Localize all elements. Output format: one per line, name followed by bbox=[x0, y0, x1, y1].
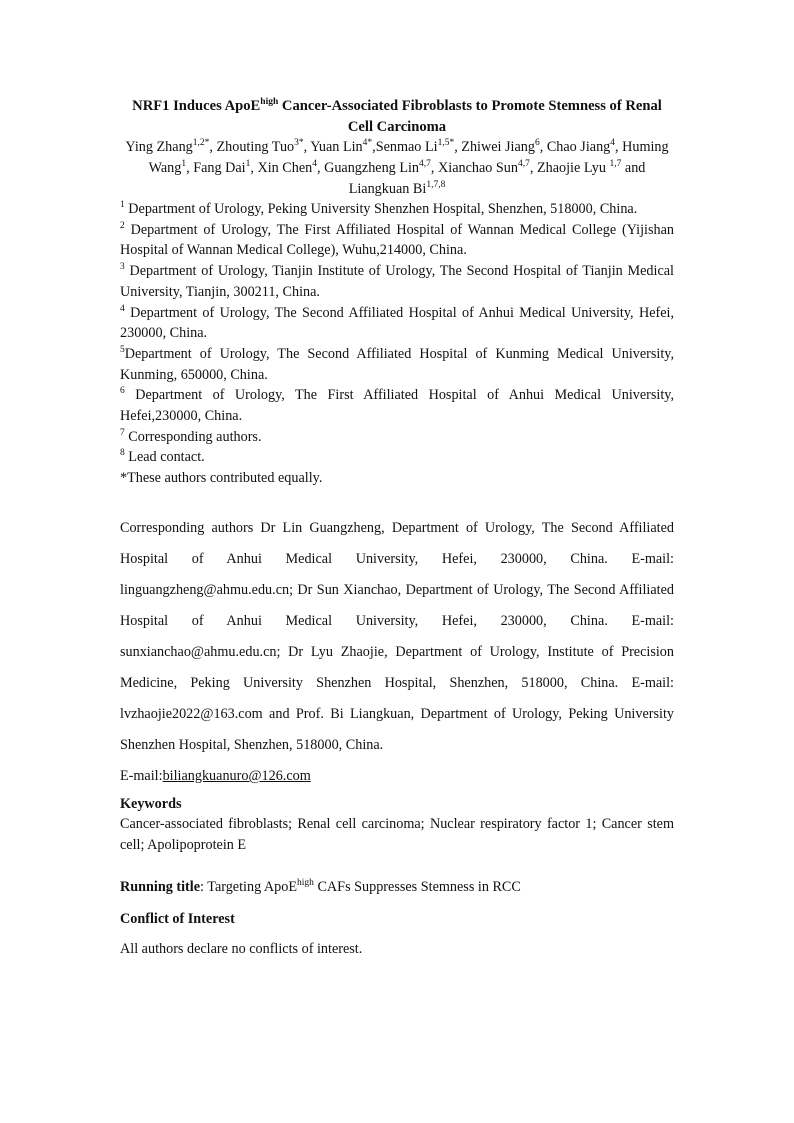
running-title-suffix: CAFs Suppresses Stemness in RCC bbox=[313, 879, 521, 895]
author-name: Huming Wang bbox=[148, 139, 669, 176]
author-name: Xianchao Sun bbox=[438, 160, 518, 176]
affiliation-item bbox=[120, 261, 674, 302]
running-title-label: Running title bbox=[120, 879, 201, 895]
author-affiliation-marker: 1,7 bbox=[609, 159, 622, 169]
title-part1: NRF1 Induces ApoE bbox=[132, 98, 261, 114]
author-affiliation-marker: 4,7 bbox=[419, 159, 431, 169]
author-affiliation-marker: 1,2* bbox=[192, 138, 210, 148]
affiliation-number: 2 bbox=[120, 220, 125, 231]
author-separator: , bbox=[303, 139, 311, 155]
author-name: Senmao Li bbox=[375, 139, 438, 155]
author-name: Guangzheng Lin bbox=[324, 160, 420, 176]
author-separator: , bbox=[454, 139, 462, 155]
author-name: Liangkuan Bi bbox=[348, 181, 427, 197]
affiliation-text: Lead contact. bbox=[124, 449, 205, 466]
running-title bbox=[120, 877, 674, 897]
affiliation-text: Department of Urology, The Second Affiliated Hospital of Anhui Medical University, Hefei, 230000, China. bbox=[120, 304, 674, 342]
author-name: Fang Dai bbox=[193, 160, 246, 176]
email-link[interactable]: biliangkuanuro@126.com bbox=[162, 768, 311, 784]
affiliation-item bbox=[120, 447, 674, 468]
affiliation-text: Corresponding authors. bbox=[124, 428, 262, 445]
author-affiliation-marker: 4* bbox=[362, 138, 373, 148]
author-separator: , bbox=[209, 139, 217, 155]
affiliation-text: Department of Urology, The Second Affiliated Hospital of Kunming Medical University, Kunming, 650000, China. bbox=[120, 345, 674, 383]
affiliation-item bbox=[120, 199, 674, 220]
conflict-text: All authors declare no conflicts of interest. bbox=[120, 941, 363, 957]
author-separator: and bbox=[621, 160, 646, 176]
author-separator: , bbox=[529, 160, 537, 176]
author-separator: , bbox=[316, 160, 325, 176]
author-list bbox=[120, 137, 674, 200]
author-affiliation-marker: 1 bbox=[181, 159, 187, 169]
author-affiliation-marker: 4 bbox=[610, 138, 616, 148]
keywords-text: Cancer-associated fibroblasts; Renal cell carcinoma; Nuclear respiratory factor 1; Cancer stem cell; Apolipoprotein E bbox=[120, 816, 674, 853]
paper-title bbox=[120, 96, 674, 138]
author-affiliation-marker: 4 bbox=[312, 159, 317, 169]
correspondence-text: Corresponding authors Dr Lin Guangzheng, Department of Urology, The Second Affiliated Hospital of Anhui Medical University, Hefei, 230000, China. E-mail: linguangzheng@ahmu.edu.cn; Dr Sun Xianchao, Department of Urology, The Second Affiliated Hospital of Anhui Medical University, Hefei, 230000, China. E-mail: sunxianchao@ahmu.edu.cn; Dr Lyu Zhaojie, Department of Urology, Institute of Precision Medicine, Peking University Shenzhen Hospital, Shenzhen, 518000, China. E-mail: lvzhaojie2022@163.com and Prof. Bi Liangkuan, Department of Urology, Peking University Shenzhen Hospital, Shenzhen, 518000, China. bbox=[120, 520, 674, 753]
running-title-prefix: : Targeting ApoE bbox=[200, 879, 298, 895]
keywords-heading: Keywords bbox=[120, 796, 182, 812]
affiliation-number: 8 bbox=[120, 448, 125, 459]
author-name: Chao Jiang bbox=[546, 139, 611, 155]
author-name: Xin Chen bbox=[257, 160, 313, 176]
author-separator: , bbox=[186, 160, 194, 176]
affiliation-item bbox=[120, 220, 674, 261]
author-separator: , bbox=[372, 139, 376, 155]
author-separator: , bbox=[615, 139, 623, 155]
correspondence-email-line bbox=[120, 761, 674, 792]
affiliation-text: *These authors contributed equally. bbox=[120, 470, 323, 487]
affiliation-number: 1 bbox=[120, 200, 125, 210]
affiliation-number: 3 bbox=[120, 262, 125, 273]
affiliation-number: 7 bbox=[120, 427, 125, 438]
author-name: Yuan Lin bbox=[310, 139, 363, 155]
affiliation-item bbox=[120, 468, 674, 489]
email-label: E-mail: bbox=[120, 768, 163, 784]
conflict-heading: Conflict of Interest bbox=[120, 911, 235, 927]
affiliation-number: 6 bbox=[120, 386, 125, 397]
author-separator: , bbox=[250, 160, 258, 176]
title-part2: Cancer-Associated Fibroblasts to Promote Stemness of Renal Cell Carcinoma bbox=[278, 98, 662, 135]
author-affiliation-marker: 1,5* bbox=[437, 138, 455, 148]
affiliation-text: Department of Urology, The First Affiliated Hospital of Wannan Medical College (Yijishan Hospital of Wannan Medical College), Wuhu,214000, China. bbox=[120, 221, 674, 259]
title-superscript: high bbox=[260, 97, 279, 107]
author-name: Zhaojie Lyu bbox=[536, 160, 610, 176]
author-affiliation-marker: 4,7 bbox=[518, 159, 530, 169]
author-affiliation-marker: 1,7,8 bbox=[426, 180, 446, 190]
affiliation-number: 4 bbox=[120, 303, 125, 314]
author-affiliation-marker: 3* bbox=[294, 138, 304, 148]
affiliation-item bbox=[120, 385, 674, 426]
correspondence-block bbox=[120, 513, 674, 792]
affiliation-text: Department of Urology, Peking University Shenzhen Hospital, Shenzhen, 518000, China. bbox=[124, 201, 638, 217]
affiliation-list bbox=[120, 199, 674, 489]
author-name: Ying Zhang bbox=[125, 139, 193, 155]
author-separator: , bbox=[539, 139, 547, 155]
author-name: Zhiwei Jiang bbox=[461, 139, 535, 155]
author-affiliation-marker: 1 bbox=[245, 159, 251, 169]
author-separator: , bbox=[430, 160, 438, 176]
affiliation-item bbox=[120, 303, 674, 344]
affiliation-number: 5 bbox=[120, 344, 125, 355]
affiliation-item bbox=[120, 427, 674, 448]
affiliation-text: Department of Urology, The First Affiliated Hospital of Anhui Medical University, Hefei,230000, China. bbox=[120, 387, 674, 425]
affiliation-item bbox=[120, 344, 674, 385]
running-title-superscript: high bbox=[297, 878, 314, 888]
author-name: Zhouting Tuo bbox=[216, 139, 295, 155]
author-affiliation-marker: 6 bbox=[534, 138, 540, 148]
affiliation-text: Department of Urology, Tianjin Institute of Urology, The Second Hospital of Tianjin Medical University, Tianjin, 300211, China. bbox=[120, 263, 674, 300]
